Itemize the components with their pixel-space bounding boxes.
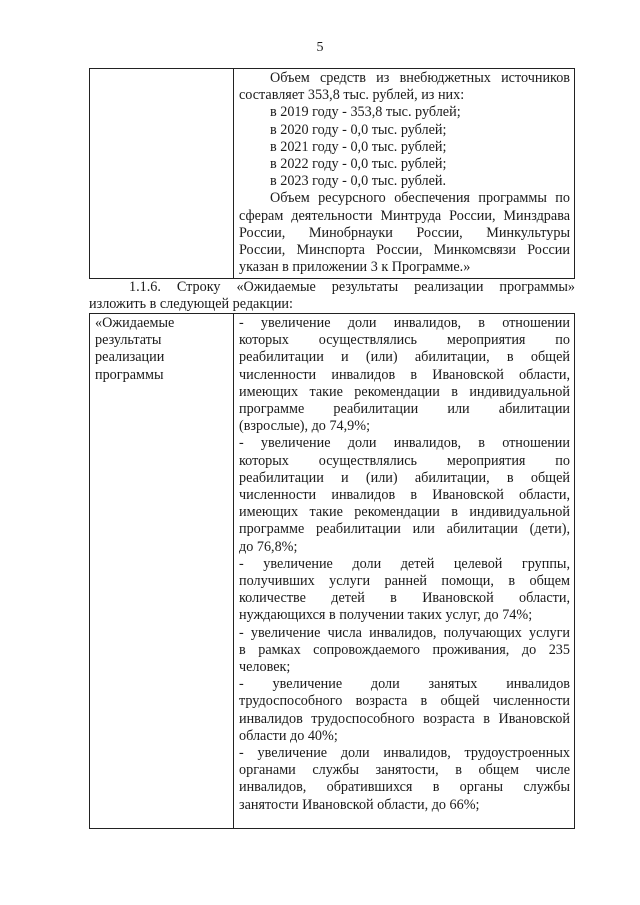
result-line: имеющих такие рекомендации в индивидуальной: [239, 504, 570, 521]
page-number: 5: [316, 40, 324, 55]
result-line: количестве детей в Ивановской области,: [239, 590, 570, 607]
year-line: в 2020 году - 0,0 тыс. рублей;: [270, 121, 447, 138]
result-line: органами службы занятости, в общем числе: [239, 762, 570, 779]
result-line: в рамках сопровождаемого проживания, до 235: [239, 641, 570, 658]
result-item: [239, 556, 570, 625]
funding-line: Объем средств из внебюджетных источников: [270, 70, 570, 86]
results-label-line: реализации: [95, 349, 165, 366]
expected-results-table: [89, 313, 575, 829]
results-label-line: результаты: [95, 332, 162, 349]
result-line: (взрослые), до 74,9%;: [239, 418, 371, 435]
results-content-cell: [234, 314, 575, 829]
resource-line: сферам деятельности Минтруда России, Минздрава: [239, 207, 570, 224]
year-line: в 2021 году - 0,0 тыс. рублей;: [270, 138, 447, 155]
results-label-cell: [90, 314, 234, 829]
paragraph-line: изложить в следующей редакции:: [89, 296, 293, 312]
result-line: трудоспособного возраста в общей численности: [239, 693, 570, 710]
result-line: - увеличение числа инвалидов, получающих услуги: [239, 624, 570, 641]
year-line: в 2023 году - 0,0 тыс. рублей.: [270, 173, 447, 190]
result-line: реабилитации и (или) абилитации, в общей: [239, 349, 570, 366]
result-line: получивших услуги ранней помощи, в общем: [239, 573, 570, 590]
amendment-paragraph: [89, 279, 575, 313]
result-line: - увеличение доли инвалидов, в отношении: [239, 435, 570, 452]
result-item: [239, 625, 570, 677]
result-line: имеющих такие рекомендации в индивидуальной: [239, 383, 570, 400]
resource-table-empty-cell: [90, 69, 234, 279]
year-line: в 2022 году - 0,0 тыс. рублей;: [270, 156, 447, 173]
result-line: которых осуществлялись мероприятия по: [239, 332, 570, 349]
result-line: численности инвалидов в Ивановской области,: [239, 366, 570, 383]
result-line: реабилитации и (или) абилитации, в общей: [239, 469, 570, 486]
results-label-line: «Ожидаемые: [95, 315, 175, 331]
year-line: в 2019 году - 353,8 тыс. рублей;: [270, 104, 461, 121]
result-item: [239, 676, 570, 745]
funding-line: составляет 353,8 тыс. рублей, из них:: [239, 87, 465, 104]
result-line: инвалидов трудоспособного возраста в Ивановской: [239, 710, 570, 727]
result-line: - увеличение доли инвалидов, трудоустроенных: [239, 745, 570, 762]
resource-line: России, Минобрнауки России, Минкультуры: [239, 224, 570, 241]
result-line: численности инвалидов в Ивановской области,: [239, 487, 570, 504]
result-item: [239, 435, 570, 555]
resource-table: [89, 68, 575, 279]
result-line: - увеличение доли инвалидов, в отношении: [239, 315, 570, 331]
resource-line: указан в приложении 3 к Программе.»: [239, 259, 471, 276]
result-line: - увеличение доли занятых инвалидов: [239, 676, 570, 693]
result-line: - увеличение доли детей целевой группы,: [239, 555, 570, 572]
results-label-line: программы: [95, 366, 164, 383]
result-line: человек;: [239, 659, 291, 676]
result-line: занятости Ивановской области, до 66%;: [239, 796, 480, 813]
result-line: нуждающихся в получении таких услуг, до 74%;: [239, 607, 533, 624]
resource-line: Объем ресурсного обеспечения программы по: [270, 190, 570, 207]
resource-table-content-cell: [234, 69, 575, 279]
result-line: инвалидов, обратившихся в органы службы: [239, 779, 570, 796]
result-line: программе реабилитации или абилитации: [239, 401, 570, 418]
resource-line: России, Минспорта России, Минкомсвязи России: [239, 242, 570, 259]
result-item: [239, 745, 570, 814]
result-item: [239, 315, 570, 435]
result-line: которых осуществлялись мероприятия по: [239, 452, 570, 469]
paragraph-line: 1.1.6. Строку «Ожидаемые результаты реализации программы»: [129, 279, 575, 295]
result-line: до 76,8%;: [239, 538, 298, 555]
result-line: программе реабилитации или абилитации (дети),: [239, 521, 570, 538]
result-line: области до 40%;: [239, 727, 338, 744]
